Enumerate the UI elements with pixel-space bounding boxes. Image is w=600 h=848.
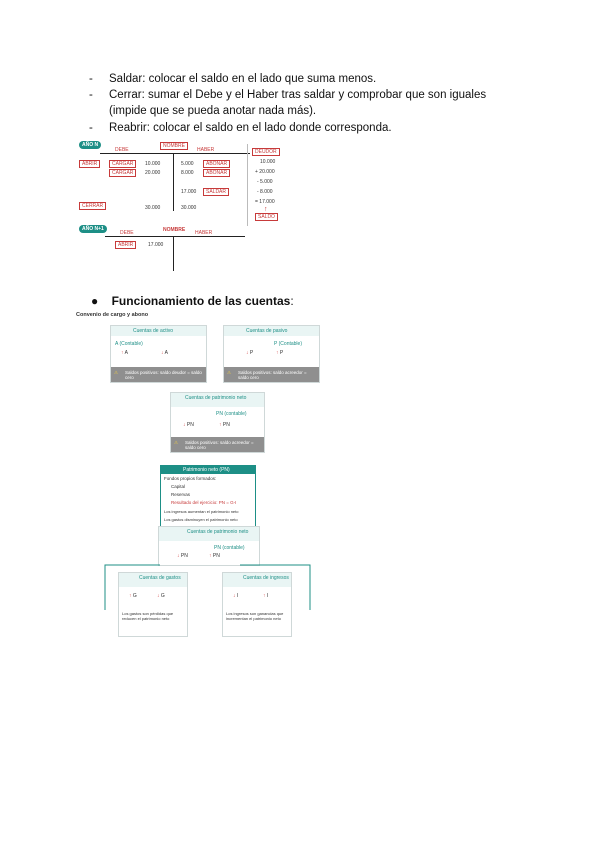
activo-card: Cuentas de activo A (Contable) ↑ A ↓ A ⚠ Saldos positivos: saldo deudor = saldo cero	[110, 325, 207, 383]
t-horizontal-line	[100, 153, 250, 154]
card-title: Cuentas de ingresos	[243, 575, 289, 581]
pn-sub-card: Cuentas de patrimonio neto PN (contable) ↓ PN ↑ PN	[158, 526, 260, 566]
year-n-badge: AÑO N	[79, 141, 101, 149]
card-note: Saldos positivos: saldo acreedor = saldo cero	[185, 440, 254, 450]
card-title: Cuentas de patrimonio neto	[187, 529, 249, 535]
card-title: Cuentas de pasivo	[246, 328, 288, 334]
arrow-up-icon: ↑	[129, 593, 132, 599]
cerrar-tag: CERRAR	[79, 202, 106, 210]
arrow-up-icon: ↑	[209, 553, 212, 559]
pn-box-header: Patrimonio neto (PN)	[183, 467, 230, 473]
pn-explanation-box	[160, 465, 256, 527]
cargar-tag: CARGAR	[109, 169, 136, 177]
saldar-tag: SALDAR	[203, 188, 229, 196]
pn-box-line: Capital	[171, 484, 186, 489]
abonar-tag: ABONAR	[203, 169, 230, 177]
arrow-up-icon: ↑	[219, 422, 222, 428]
calc-line: + 20.000	[255, 169, 275, 175]
reopen-value: 17.000	[148, 242, 164, 248]
abrir-tag: ABRIR	[79, 160, 100, 168]
warning-icon: ⚠	[227, 370, 232, 375]
haber-total: 30.000	[181, 205, 197, 211]
card-note: Saldos positivos: saldo deudor = saldo cero	[125, 370, 202, 380]
haber-label: HABER	[197, 147, 215, 153]
pn-card: Cuentas de patrimonio neto PN (contable) ↓ PN ↑ PN ⚠ Saldos positivos: saldo acreedor = saldo cero	[170, 392, 265, 453]
arrow-down-icon: ↓	[233, 593, 236, 599]
deudor-tag: DEUDOR	[252, 148, 280, 156]
arrow-down-icon: ↓	[177, 553, 180, 559]
divider	[247, 144, 248, 226]
card-label: P (Contable)	[274, 341, 302, 347]
card-title: Cuentas de activo	[133, 328, 174, 334]
pn-box-line: Resultado del ejercicio: PN = G-I	[171, 500, 237, 505]
warning-icon: ⚠	[174, 440, 179, 445]
debe-label: DEBE	[120, 230, 134, 236]
t-vertical-line	[173, 236, 174, 271]
pn-box-line: Los ingresos aumentan el patrimonio neto	[164, 509, 239, 514]
calc-line: = 17.000	[255, 199, 275, 205]
card-title: Cuentas de patrimonio neto	[185, 395, 247, 401]
saldo-tag: SALDO	[255, 213, 278, 221]
abonar-tag: ABONAR	[203, 160, 230, 168]
pn-box-line: Los gastos disminuyen el patrimonio neto	[164, 517, 238, 522]
saldo-value: 17.000	[181, 189, 197, 195]
pn-box-line: Reservas	[171, 492, 191, 497]
ingresos-card: Cuentas de ingresos ↓ I ↑ I Los ingresos son ganancias que incrementan el patrimonio neto	[222, 572, 292, 637]
year-n1-badge: AÑO N+1	[79, 225, 107, 233]
arrow-down-icon: ↓	[246, 350, 249, 356]
card-label: A (Contable)	[115, 341, 143, 347]
cargar-tag: CARGAR	[109, 160, 136, 168]
haber-label: HABER	[195, 230, 213, 236]
haber-value: 5.000	[181, 161, 194, 167]
card-label: PN (contable)	[214, 545, 245, 551]
section-title: Funcionamiento de las cuentas	[111, 294, 291, 308]
calc-line: 10.000	[260, 159, 276, 165]
arrow-down-icon: ↓	[161, 350, 164, 356]
account-name-tag: NOMBRE	[160, 142, 188, 150]
arrow-down-icon: ↓	[183, 422, 186, 428]
pn-box-line: Fondos propios formados:	[164, 476, 217, 481]
arrow-down-icon: ↓	[157, 593, 160, 599]
reabrir-tag: ABRIR	[115, 241, 136, 249]
card-title: Cuentas de gastos	[139, 575, 181, 581]
pasivo-card: Cuentas de pasivo P (Contable) ↓ P ↑ P ⚠ Saldos positivos: saldo acreedor = saldo cero	[223, 325, 320, 383]
convention-subtitle: Convenio de cargo y abono	[76, 312, 149, 318]
calc-line: - 5.000	[257, 179, 273, 185]
debe-label: DEBE	[115, 147, 129, 153]
debe-value: 20.000	[145, 170, 161, 176]
arrow-up-icon: ↑	[263, 593, 266, 599]
arrow-up-icon: ↑	[264, 206, 268, 213]
arrow-up-icon: ↑	[121, 350, 124, 356]
t-horizontal-line	[105, 236, 245, 237]
calc-line: - 8.000	[257, 189, 273, 195]
bullet-icon: ●	[91, 294, 99, 308]
card-note: Los ingresos son ganancias que incrementan el patrimonio neto	[226, 611, 284, 621]
section-heading: ● Funcionamiento de las cuentas:	[91, 294, 294, 308]
debe-value: 10.000	[145, 161, 161, 167]
card-note: Los gastos son pérdidas que reducen el patrimonio neto	[122, 611, 174, 621]
arrow-up-icon: ↑	[276, 350, 279, 356]
warning-icon: ⚠	[114, 370, 119, 375]
gastos-card: Cuentas de gastos ↑ G ↓ G Los gastos son pérdidas que reducen el patrimonio neto	[118, 572, 188, 637]
haber-value: 8.000	[181, 170, 194, 176]
card-note: Saldos positivos: saldo acreedor = saldo cero	[238, 370, 307, 380]
account-name: NOMBRE	[163, 227, 186, 233]
t-account-figure	[75, 138, 290, 274]
card-label: PN (contable)	[216, 411, 247, 417]
t-vertical-line	[173, 153, 174, 211]
debe-total: 30.000	[145, 205, 161, 211]
